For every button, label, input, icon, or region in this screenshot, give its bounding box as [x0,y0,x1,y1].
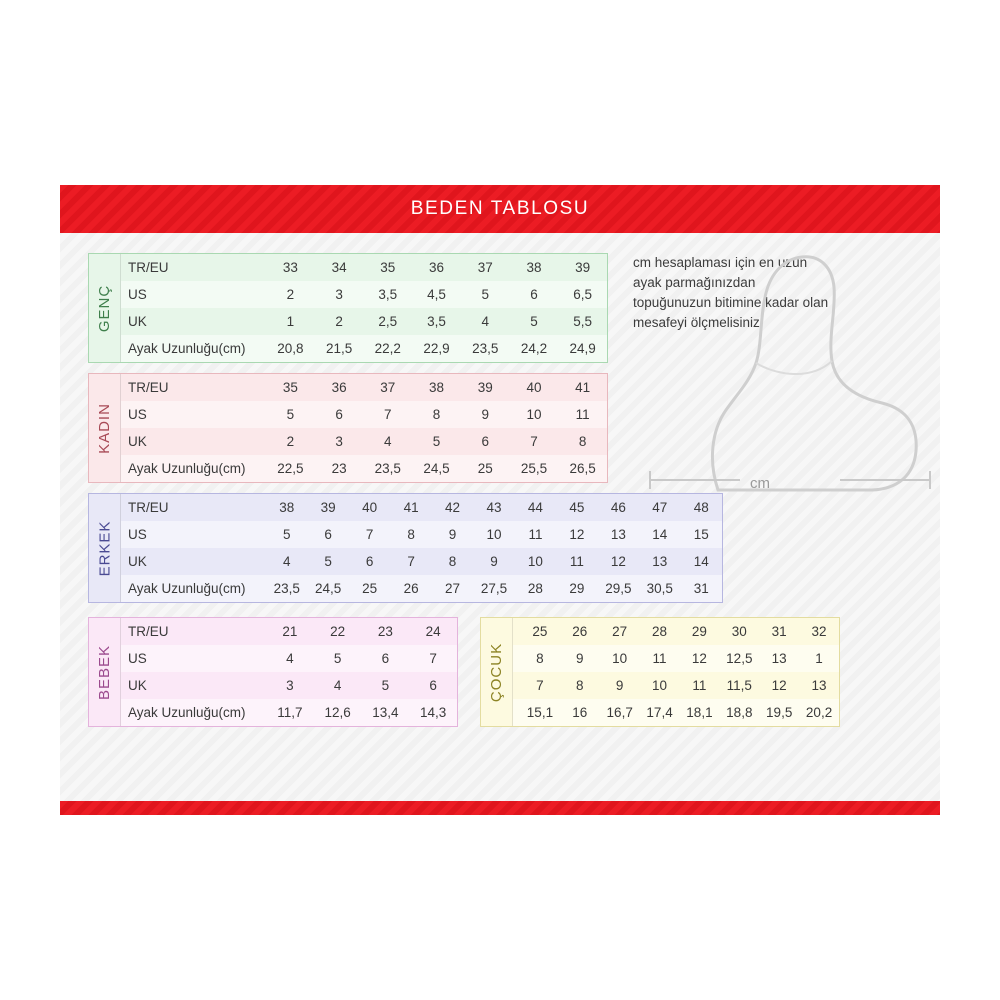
table-row: US 5 6 7 8 9 10 11 12 13 14 15 [121,521,722,548]
chart-footer [60,801,940,815]
table-row: Ayak Uzunluğu(cm) 23,5 24,5 25 26 27 27,5 28 29 29,5 30,5 31 [121,575,722,602]
size-block-bebek-label: BEBEK [89,618,121,726]
table-row: TR/EU 35 36 37 38 39 40 41 [128,380,591,395]
measure-unit-label: cm [750,475,770,492]
table-row: Ayak Uzunluğu(cm) 11,7 12,6 13,4 14,3 [121,699,457,726]
table-row: 7 8 9 10 11 11,5 12 13 [536,678,827,693]
size-block-cocuk-grid [513,618,839,726]
size-block-genc [88,253,608,363]
page-title: BEDEN TABLOSU [410,198,590,219]
table-row: 8 9 10 11 12 12,5 13 1 [513,645,839,672]
size-block-bebek-grid [121,618,457,726]
table-row: 25 26 27 28 29 30 31 32 [532,624,827,639]
size-block-erkek-grid [121,494,722,602]
table-row: Ayak Uzunluğu(cm) 20,8 21,5 22,2 22,9 23,5 24,2 24,9 [121,335,607,362]
table-row: US 4 5 6 7 [121,645,457,672]
size-block-cocuk-label: ÇOCUK [481,618,513,726]
size-block-erkek-label: ERKEK [89,494,121,602]
table-row: UK 2 3 4 5 6 7 8 [128,434,587,449]
size-block-genc-grid [121,254,607,362]
table-row: TR/EU 21 22 23 24 [128,624,441,639]
size-chart-page [60,185,940,815]
table-row: TR/EU 33 34 35 36 37 38 39 [128,260,591,275]
size-block-kadin-label: KADIN [89,374,121,482]
size-block-erkek [88,493,723,603]
measurement-note: cm hesaplaması için en uzun ayak parmağınızdan topuğunuzun bitimine kadar olan mesafeyi ölçmelisiniz. [633,255,829,330]
table-row: Ayak Uzunluğu(cm) 22,5 23 23,5 24,5 25 25,5 26,5 [121,455,607,482]
measure-ruler-icon [640,465,940,495]
table-row: US 5 6 7 8 9 10 11 [121,401,607,428]
chart-header [60,185,940,233]
table-row: TR/EU 38 39 40 41 42 43 44 45 46 47 48 [128,500,709,515]
size-block-cocuk [480,617,840,727]
table-row: 15,1 16 16,7 17,4 18,1 18,8 19,5 20,2 [513,699,839,726]
table-row: UK 4 5 6 7 8 9 10 11 12 13 14 [128,554,709,569]
table-row: US 2 3 3,5 4,5 5 6 6,5 [121,281,607,308]
size-block-kadin [88,373,608,483]
table-row: UK 1 2 2,5 3,5 4 5 5,5 [128,314,593,329]
size-block-bebek [88,617,458,727]
size-block-kadin-grid [121,374,607,482]
size-block-genc-label: GENÇ [89,254,121,362]
table-row: UK 3 4 5 6 [128,678,437,693]
